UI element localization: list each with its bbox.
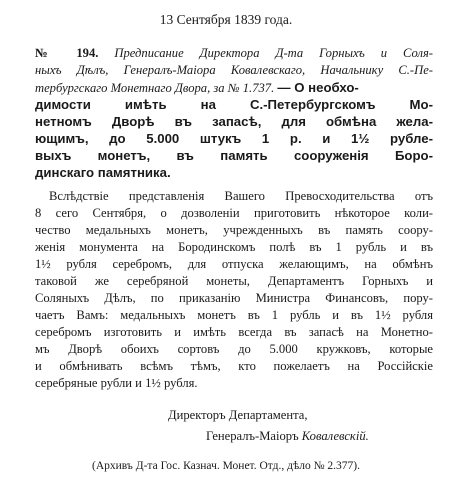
body-line-1: Вслѣдствіе представленія Вашего Превосходительства отъ (49, 189, 433, 203)
signature-name: Ковалевскій. (301, 429, 369, 443)
summary-start: — О необхо- (277, 80, 359, 95)
signature-rank-name (206, 428, 369, 445)
body-line-11: и обмѣнивать всѣмъ тѣмъ, кто пожелаетъ на Россійскіе (35, 359, 433, 373)
body-line-12: серебряные рубли и 1½ рубля. (35, 376, 198, 390)
body-line-8: чаетъ Вамъ: медальныхъ монетъ въ 1 рубль и въ 1½ рубля (35, 308, 433, 322)
body-line-10: мъ Дворѣ обоихъ сортовъ до 5.000 кружковъ, которые (35, 342, 433, 356)
order-number: № 194. (35, 46, 99, 60)
order-header-text-3: тербургскаго Монетнаго Двора, за № 1.737. (35, 81, 275, 95)
body-line-6: таковой же серебряной монеты, Департаментъ Горныхъ и (35, 274, 433, 288)
body-line-3: чество медальныхъ монетъ, учрежденныхъ въ память соору- (35, 223, 433, 237)
order-header-line-1 (35, 45, 433, 62)
summary-line-5: динскаго памятника. (35, 165, 171, 180)
summary-line-1: димости имѣть на С.-Петербургскомъ Мо- (35, 97, 433, 112)
body-line-2: 8 сего Сентября, о дозволеніи приготовить нѣкоторое коли- (35, 206, 433, 220)
body-line-5: 1½ рубля серебромъ, для отпуска желающимъ, на обмѣнъ (35, 257, 433, 271)
summary-line-2: нетномъ Дворѣ въ запасѣ, для обмѣна жела- (35, 114, 433, 129)
document-date: 13 Сентября 1839 года. (159, 12, 293, 27)
order-header-text-1: Предписание Директора Д-та Горныхъ и Соля- (114, 46, 434, 60)
signature-rank: Генералъ-Маіоръ (206, 429, 302, 443)
order-header-line-2: ныхъ Дѣлъ, Генералъ-Маіора Ковалевскаго, Начальнику С.-Пе- (35, 63, 433, 77)
body-line-9: серебромъ изготовить и имѣть всегда въ запасѣ на Монетно- (35, 325, 433, 339)
body-line-7: Соляныхъ Дѣлъ, по приказанію Министра Финансовъ, пору- (35, 291, 433, 305)
body-line-4: женія монумента на Бородинскомъ полѣ въ 1 рубль и въ (35, 240, 433, 254)
summary-line-3: ющимъ, до 5.000 штукъ 1 р. и 1½ рубле- (35, 131, 433, 146)
signature-position: Директоръ Департамента, (168, 408, 308, 422)
order-header-line-3 (35, 79, 433, 97)
archive-reference: (Архивъ Д-та Гос. Казнач. Монет. Отд., дѣло № 2.377). (92, 460, 360, 472)
summary-line-4: выхъ монетъ, въ память сооруженія Боро- (35, 148, 433, 163)
